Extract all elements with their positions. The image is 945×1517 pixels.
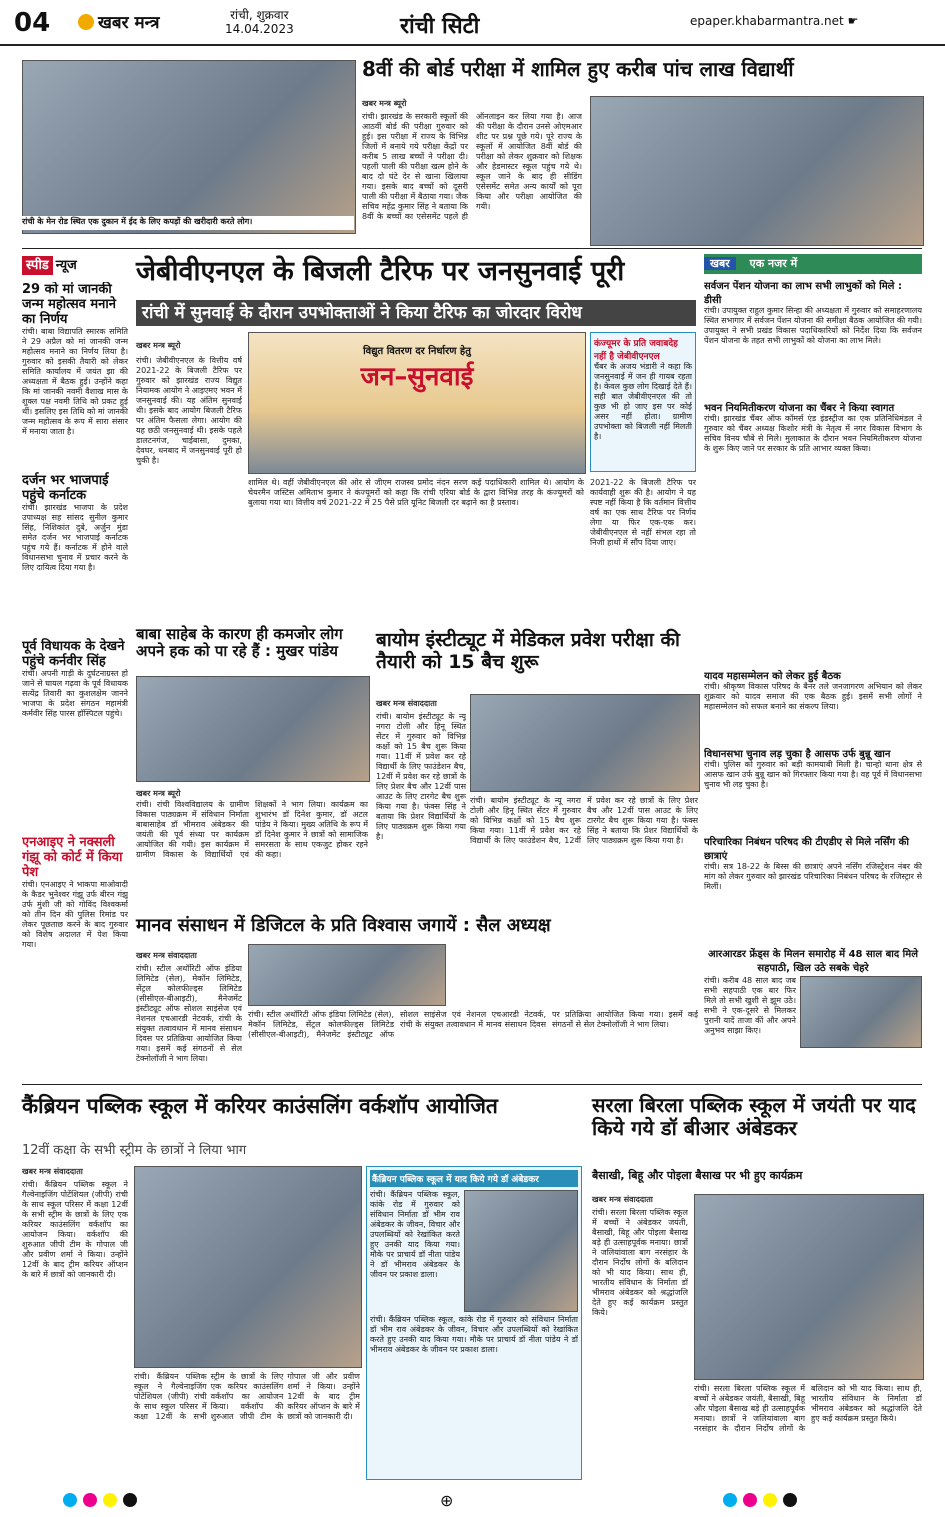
color-registration-bar (0, 1488, 945, 1512)
speed-news-label: स्पीड न्यूज (22, 254, 130, 278)
board-exam-headline: 8वीं की बोर्ड परीक्षा में शामिल हुए करीब पांच लाख विद्यार्थी (362, 57, 794, 81)
section-title: रांची सिटी (400, 14, 480, 39)
electricity-body-3: 2021-22 के बिजली टैरिफ पर कार्यवाही शुरू की है। आयोग ने यह स्पष्ट नहीं किया है कि वर्तमान वित्तीय वर्ष का एक साथ टैरिफ पर निर्णय लेगा या फिर एक-एक कर। जेबीवीएनएल से नहीं संभल रहा तो निजी हाथों में सौंप दिया जाए। (590, 478, 696, 547)
biome-byline: खबर मन्त्र संवाददाता (376, 699, 437, 708)
banner-small-text: विद्युत वितरण दर निर्धारण हेतु (363, 346, 471, 357)
sidebar-item-yadav: यादव महासम्मेलन को लेकर हुई बैठक रांची। श्रीकृष्ण विकास परिषद के बैनर तले जनजागरण अभियान को लेकर शुक्रवार को यादव समाज की एक बैठक हुई। इसमें सभी लोगों ने महासम्मेलन को सफल बनाने का संकल्प लिया। (704, 671, 922, 711)
epaper-link[interactable]: epaper.khabarmantra.net ☛ (690, 14, 859, 28)
brand-logo-icon (78, 14, 94, 30)
brand-name: खबर मन्त्र (98, 13, 160, 33)
speed-item-3: पूर्व विधायक के देखने पहुंचे कर्नवीर सिंह रांची। अपनी गाड़ी के दुर्घटनाग्रस्त हो जाने से घायल गढ़वा के पूर्व विधायक सत्येंद्र तिवारी का कुशलक्षेम जानने भाजपा के प्रदेश संगठन महामंत्री कर्मवीर सिंह पारस हॉस्पिटल पहुंचे। (22, 639, 128, 718)
issue-date: 14.04.2023 (225, 22, 294, 36)
sidebar-item-reunion: आरआरडर फ्रेंड्स के मिलन समारोह में 48 साल बाद मिले सहपाठी, खिल उठे सबके चेहरे रांची। करीब 48 साल बाद जब सभी सहपाठी एक बार फिर मिले तो सभी खुशी से झूम उठे। सभी ने एक-दूसरे से मिलकर पुरानी यादें ताजा कीं और अपने अनुभव साझा किए। (704, 946, 922, 1066)
babasaheb-byline: खबर मन्त्र ब्यूरो (136, 789, 181, 798)
board-exam-byline: खबर मन्त्र ब्यूरो (362, 99, 407, 108)
sarla-body-cont: रांची। सरला बिरला पब्लिक स्कूल में बच्चों ने अंबेडकर जयंती, बैसाखी, बिहू और पोइला बैसाख बड़े ही उत्साहपूर्वक मनाया। छात्रों ने जलियांवाला बाग नरसंहार के दौरान निर्दोष लोगों के बलिदान को भी याद किया। साथ ही, भारतीय संविधान के निर्माता डॉ भीमराव अंबेडकर को श्रद्धांजलि देते हुए कई कार्यक्रम प्रस्तुत किये। (694, 1384, 922, 1433)
electricity-subhead: रांची में सुनवाई के दौरान उपभोक्ताओं ने किया टैरिफ का जोरदार विरोध (136, 300, 696, 326)
sarla-students-photo (694, 1194, 924, 1380)
electricity-headline: जेबीवीएनएल के बिजली टैरिफ पर जनसुनवाई पूरी (136, 256, 625, 287)
cambrian-body-cont: रांची। कैंब्रियन पब्लिक स्कूल ने गैल्वेनाइजिंग पोटेंशियल (जीपी) रांची के साथ स्कूल परिसर में कक्षा 12वीं के सभी स्ट्रीम के छात्रों के लिए एक करियर काउंसलिंग वर्कशॉप का आयोजन किया। वर्कशॉप की शुरुआत जीपी टीम के गोपाल जी और प्रवीण शर्मा ने किया। उन्होंने 12वीं के बाद ट्रीम करियर ऑप्शन के बारे में छात्रों को जानकारी दी। (134, 1372, 360, 1421)
divider (22, 248, 922, 249)
electricity-body-1: रांची। जेबीवीएनएल के वित्तीय वर्ष 2021-22 के बिजली टैरिफ पर गुरुवार को झारखंड राज्य विद्युत नियामक आयोग ने आइएमए भवन में जनसुनवाई की। यह अंतिम सुनवाई थी। इसके बाद आयोग बिजली टैरिफ पर अंतिम फैसला लेगा। आयोग की यह छठी जनसुनवाई थी। इसके पहले डालटनगंज, चाईबासा, दुमका, देवघर, धनबाद में जनसुनवाई पूरी हो चुकी है। (136, 356, 242, 465)
manav-body: रांची। स्टील अथॉरिटी ऑफ इंडिया लिमिटेड (सेल), मेकॉन लिमिटेड, सेंट्रल कोलफील्ड्स लिमिटेड (सीसीएल-बीआइटी), मैनेजमेंट इंस्टीट्यूट ऑफ सोशल साइंसेज एवं नेशनल एचआरडी नेटवर्क, रांची के संयुक्त तत्वावधान में मानव संसाधन दिवस पर प्रतिक्रिया आयोजित किया गया। इसमें कई संगठनों से सेल टेक्नोलॉजी ने भाग लिया। (136, 964, 242, 1063)
brand-logo (78, 10, 160, 33)
cambrian-body: रांची। कैंब्रियन पब्लिक स्कूल ने गैल्वेनाइजिंग पोटेंशियल (जीपी) रांची के साथ स्कूल परिसर में कक्षा 12वीं के सभी स्ट्रीम के छात्रों के लिए एक करियर काउंसलिंग वर्कशॉप का आयोजन किया। वर्कशॉप की शुरुआत जीपी टीम के गोपाल जी और प्रवीण शर्मा ने किया। उन्होंने 12वीं के बाद ट्रीम करियर ऑप्शन के बारे में छात्रों को जानकारी दी। (22, 1180, 128, 1279)
ek-nazar-label: खबर एक नजर में (704, 254, 922, 274)
photo-caption: रांची के मेन रोड स्थित एक दुकान में ईद के लिए कपड़ों की खरीदारी करते लोग। (22, 216, 354, 230)
sidebar-item-bunnu: विधानसभा चुनाव लड़ चुका है आसफ उर्फ बुन्नू खान रांची। पुलिस को गुरुवार को बड़ी कामयाबी मिली है। चान्हो थाना क्षेत्र से आसफ खान उर्फ बुन्नू खान को गिरफ्तार किया गया है। वह पूर्व में विधानसभा चुनाव भी लड़ चुका है। (704, 749, 922, 789)
page-number: 04 (14, 8, 51, 38)
speed-item-4: एनआइए ने नक्सली गंझू को कोर्ट में किया पेश रांची। एनआइए ने भाकपा माओवादी के कैडर भुनेश्वर गंझू उर्फ बीरन गंझू उर्फ मुंशी जी को गोविंद विश्वकर्मा को तीन दिन की पुलिस रिमांड पर लेकर पूछताछ करने के बाद गुरुवार को विशेष अदालत में पेश किया गया। (22, 835, 128, 949)
banner-big-text: जन–सुनवाई (360, 362, 474, 392)
speed-item-2: दर्जन भर भाजपाई पहुंचे कर्नाटक रांची। झारखंड भाजपा के प्रदेश उपाध्यक्ष सह सांसद सुनील कुमार सिंह, निशिकांत दुबे, अर्जुन मुंडा समेत दर्जन भर भाजपाई कर्नाटक पहुंच गये हैं। कर्नाटक में होने वाले विधानसभा चुनाव में प्रचार करने के लिए दायित्व दिया गया है। (22, 473, 128, 572)
sidebar-item-chamber: भवन नियमितीकरण योजना का चैंबर ने किया स्वागत रांची। झारखंड चैंबर ऑफ कॉमर्स एंड इंडस्ट्रीज का एक प्रतिनिधिमंडल ने गुरुवार को चैंबर अध्यक्ष किशोर मंत्री के नेतृत्व में नगर विकास विभाग के सचिव विनय चौबे से मिले। मुलाकात के दौरान भवन नियमितीकरण योजना के शुरू किए जाने पर सरकार के प्रति आभार व्यक्त किया। (704, 403, 922, 453)
sarla-byline: खबर मन्त्र संवाददाता (592, 1195, 653, 1204)
electricity-byline: खबर मन्त्र ब्यूरो (136, 341, 181, 350)
hr-day-photo (248, 944, 446, 1006)
dateline (225, 8, 294, 36)
masthead (0, 0, 945, 46)
sidebar-item-nursing: परिचारिका निबंधन परिषद की टीएडीए से मिले नर्सिंग की छात्राएं रांची। सत्र 18-22 के बिस्स की छात्राएं अपने नर्सिंग रजिस्ट्रेशन नंबर की मांग को लेकर गुरुवार को झारखंड परिचारिका निबंधन परिषद के रजिस्ट्रार से मिलीं। (704, 837, 922, 891)
ambedkar-event-photo (136, 676, 370, 782)
biome-headline: बायोम इंस्टीट्यूट में मेडिकल प्रवेश परीक्षा की तैयारी को 15 बैच शुरू (376, 629, 680, 673)
sarla-subhead: बैसाखी, बिहू और पोइला बैसाख पर भी हुए कार्यक्रम (592, 1169, 803, 1182)
registration-mark-icon: ⊕ (440, 1491, 454, 1510)
cambrian-headline: कैंब्रियन पब्लिक स्कूल में करियर काउंसलिंग वर्कशॉप आयोजित (22, 1094, 498, 1118)
babasaheb-headline: बाबा साहेब के कारण ही कमजोर लोग अपने हक को पा रहे हैं : मुखर पांडेय (136, 625, 343, 661)
cambrian-ambedkar-box: कैंब्रियन पब्लिक स्कूल में याद किये गये डॉ अंबेडकर रांची। कैंब्रियन पब्लिक स्कूल, कांके रोड में गुरुवार को संविधान निर्माता डॉ भीम राव अंबेडकर के जीवन, विचार और उपलब्धियों को रेखांकित करते हुए उनकी याद किया गया। मौके पर प्राचार्य डॉ नीता पांडेय ने डॉ भीमराव अंबेडकर के जीवन पर प्रकाश डाला। रांची। कैंब्रियन पब्लिक स्कूल, कांके रोड में गुरुवार को संविधान निर्माता डॉ भीम राव अंबेडकर के जीवन, विचार और उपलब्धियों को रेखांकित करते हुए उनकी याद किया गया। मौके पर प्राचार्य डॉ नीता पांडेय ने डॉ भीमराव अंबेडकर के जीवन पर प्रकाश डाला। (366, 1166, 582, 1480)
biome-students-photo (470, 694, 700, 792)
board-exam-body: रांची। झारखंड के सरकारी स्कूलों की आठवीं बोर्ड की परीक्षा गुरुवार को हुई। इस परीक्षा में राज्य के विभिन्न जिलों में बनाये गये परीक्षा केंद्रों पर करीब 5 लाख बच्चों ने परीक्षा दी। पहली पाली की परीक्षा खत्म होने के बाद दो घंटे देर से खाना खिलाया गया। इसके बाद बच्चों को दूसरी पाली की परीक्षा में बैठाया गया। जैक सचिव महेंद्र कुमार सिंह ने बताया कि 8वीं के बच्चों का एसेसमेंट पहले ही ऑनलाइन कर लिया गया है। आज की परीक्षा के दौरान उनसे ओएमआर शीट पर प्रश्न पूछे गये। पूरे राज्य के स्कूलों में आयोजित 8वीं बोर्ड की परीक्षा को लेकर शुक्रवार को शिक्षक और हेडमास्टर स्कूल पहुंच गये थे। स्कूल जाने के बाद ही सीडिंग एसेसमेंट समेत अन्य कार्यों को पूरा किया और परीक्षा आयोजित की गयी। (362, 112, 582, 221)
manav-headline: मानव संसाधन में डिजिटल के प्रति विश्वास जगायें : सैल अध्यक्ष (136, 915, 551, 936)
sarla-body: रांची। सरला बिरला पब्लिक स्कूल में बच्चों ने अंबेडकर जयंती, बैसाखी, बिहू और पोइला बैसाख बड़े ही उत्साहपूर्वक मनाया। छात्रों ने जलियांवाला बाग नरसंहार के दौरान निर्दोष लोगों के बलिदान को भी याद किया। साथ ही, भारतीय संविधान के निर्माता डॉ भीमराव अंबेडकर को श्रद्धांजलि देते हुए कई कार्यक्रम प्रस्तुत किये। (592, 1208, 688, 1317)
speed-item-1: 29 को मां जानकी जन्म महोत्सव मनाने का निर्णय रांची। बाबा विद्यापति स्मारक समिति ने 29 अप्रैल को मां जानकी जन्म महोत्सव मनाने का निर्णय लिया है। गुरुवार को इसकी तैयारी को लेकर समिति कार्यालय में जयंत झा की अध्यक्षता में बैठक हुई। उन्होंने कहा कि मां जानकी नवमी वैशाख मास के शुक्ल पक्ष नवमी तिथि को प्रकट हुई थीं। इसलिए इस तिथि को मां जानकी जन्म महोत्सव के रूप में सारा संसार में मनाया जाता है। (22, 282, 128, 436)
biome-body-cont: रांची। बायोम इंस्टीट्यूट के न्यू नगरा टोली और हिनू स्थित सेंटर में गुरुवार को विभिन्न कक्षों को 15 बैच शुरू किया गया। 11वीं में प्रवेश कर रहे विद्यार्थी के लिए फाउंडेशन बैच, 12वीं में प्रवेश कर रहे छात्रों के लिए प्रेशर बैच और 12वीं पास आउट के लिए टारगेट बैच शुरू किया गया है। फंक्स सिंह ने बताया कि प्रेशर विद्यार्थियों के लिए पाठ्यक्रम शुरू किया गया है। (470, 796, 698, 845)
manav-byline: खबर मन्त्र संवाददाता (136, 951, 197, 960)
career-workshop-photo (134, 1166, 362, 1368)
exam-hall-photo (590, 96, 924, 246)
cambrian-event-photo (464, 1190, 578, 1312)
sidebar-item-pension: सर्वजन पेंशन योजना का लाभ सभी लाभुकों को मिले : डीसी रांची। उपायुक्त राहुल कुमार सिन्हा की अध्यक्षता में गुरुवार को समाहरणालय स्थित सभागार में सर्वजन पेंशन योजना की समीक्षा बैठक आयोजित की गयी। उपायुक्त ने सभी प्रखंड विकास पदाधिकारियों को निर्देश दिया कि सर्वजन पेंशन योजना के तहत सभी लाभुकों को योजना का लाभ मिले। (704, 281, 922, 345)
divider-bottom (22, 1084, 922, 1085)
sarla-headline: सरला बिरला पब्लिक स्कूल में जयंती पर याद किये गये डॉ बीआर अंबेडकर (592, 1093, 916, 1140)
manav-body-cont: रांची। स्टील अथॉरिटी ऑफ इंडिया लिमिटेड (सेल), मेकॉन लिमिटेड, सेंट्रल कोलफील्ड्स लिमिटेड (सीसीएल-बीआइटी), मैनेजमेंट इंस्टीट्यूट ऑफ सोशल साइंसेज एवं नेशनल एचआरडी नेटवर्क, रांची के संयुक्त तत्वावधान में मानव संसाधन दिवस पर प्रतिक्रिया आयोजित किया गया। इसमें कई संगठनों से सेल टेक्नोलॉजी ने भाग लिया। (248, 1010, 698, 1039)
electricity-body-2: शामिल थे। वहीं जेबीवीएनएल की ओर से जीएम राजस्व प्रमोद नंदन सरण कई पदाधिकारी शामिल थे। आयोग के चेयरमैन जस्टिस अमिताभ कुमार ने कंज्यूमरों को कहा कि रांची एरिया बोर्ड के द्वारा विभिन्न तरह के कंज्यूमरों को बुलाया गया था। वित्तीय वर्ष 2021-22 में 25 पैसे प्रति यूनिट बिजली दर बढ़ाने का है प्रस्ताव। (248, 478, 584, 507)
babasaheb-body: रांची। रांची विश्वविद्यालय के ग्रामीण विकास पाठ्यक्रम में संविधान निर्माता बाबासाहेब डॉ भीमराव अंबेडकर की जयंती की पूर्व संध्या पर कार्यक्रम आयोजित की गयी। इस कार्यक्रम में ग्रामीण विकास के विद्यार्थियों एवं शिक्षकों ने भाग लिया। कार्यक्रम का शुभारंभ डॉ दिनेश कुमार, डॉ अटल पांडेय ने किया। मुख्य अतिथि के रूप में डॉ दिनेश कुमार ने छात्रों को सामाजिक समरसता के साथ एकजुट होकर रहने की कहा। (136, 800, 368, 859)
jansunwai-photo (248, 332, 586, 474)
reunion-photo (800, 976, 922, 1048)
cambrian-subhead: 12वीं कक्षा के सभी स्ट्रीम के छात्रों ने लिया भाग (22, 1143, 247, 1158)
cursor-icon: ☛ (847, 14, 859, 28)
consumer-box: कंज्यूमर के प्रति जवाबदेह नहीं है जेबीवीएनएल चैंबर के अजय भंडारी ने कहा कि जनसुनवाई में जन ही गायब रहता है। केवल कुछ लोग दिखाई देते हैं। सही बात जेबीवीएनएल की तो कुछ भी हो जाए इस पर कोई असर नहीं होता। ग्रामीण उपभोक्ता को बिजली नहीं मिलती है। (590, 332, 696, 472)
cambrian-byline: खबर मन्त्र संवाददाता (22, 1167, 83, 1176)
biome-body: रांची। बायोम इंस्टीट्यूट के न्यू नगरा टोली और हिनू स्थित सेंटर में गुरुवार को विभिन्न कक्षों को 15 बैच शुरू किया गया। 11वीं में प्रवेश कर रहे विद्यार्थी के लिए फाउंडेशन बैच, 12वीं में प्रवेश कर रहे छात्रों के लिए प्रेशर बैच और 12वीं पास आउट के लिए टारगेट बैच शुरू किया गया है। फंक्स सिंह ने बताया कि प्रेशर विद्यार्थियों के लिए पाठ्यक्रम शुरू किया गया है। (376, 712, 466, 841)
ek-nazar-column (704, 278, 922, 1088)
eid-shopping-photo (22, 60, 356, 234)
place-day: रांची, शुक्रवार (230, 8, 289, 22)
